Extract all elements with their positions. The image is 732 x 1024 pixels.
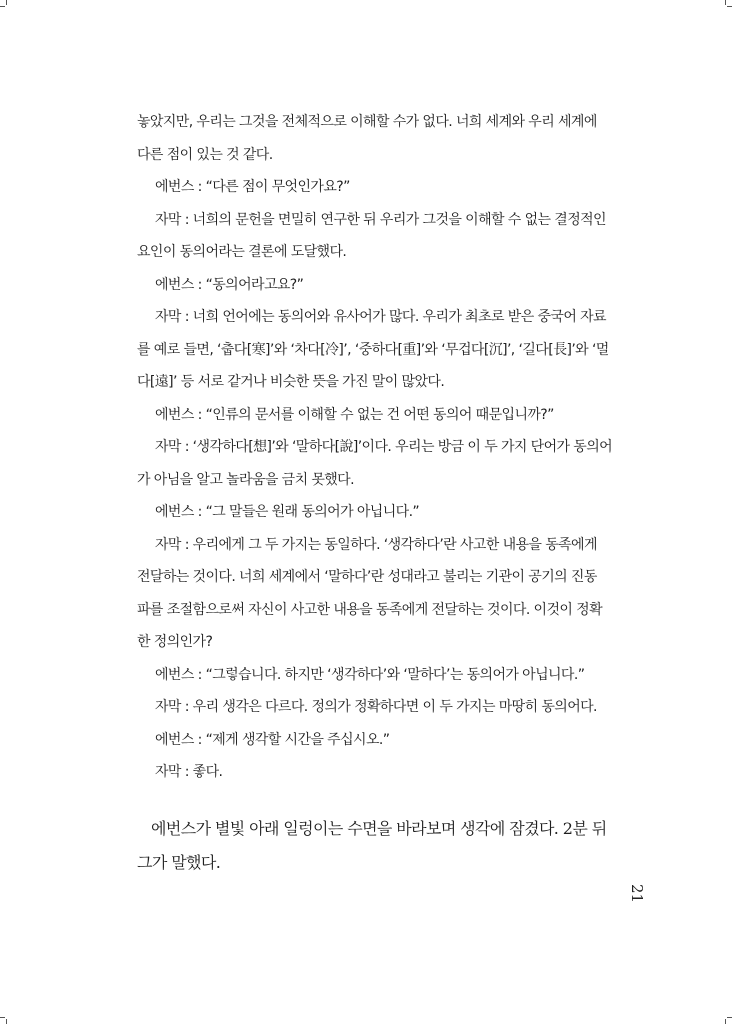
text-line: 전달하는 것이다. 너희 세계에서 ‘말하다’란 성대라고 불리는 기관이 공기의 진동 [137,569,597,585]
text-line: 에번스 : “다른 점이 무엇인가요?” [155,179,350,195]
text-line: 를 예로 들면, ‘춥다[寒]’와 ‘차다[冷]’, ‘중하다[重]’와 ‘무겁다[沉]’, ‘길다[長]’와 ‘멀 [137,341,609,358]
text-line: 에번스 : “제게 생각할 시간을 주십시오.” [155,731,390,748]
text-line: 자막 : 우리 생각은 다르다. 정의가 정확하다면 이 두 가지는 마땅히 동의어다. [155,699,597,715]
dialogue-text [137,106,617,789]
crop-mark-bottom-right-h [727,1017,732,1018]
text-line: 에번스 : “동의어라고요?” [155,276,304,293]
crop-mark-top-right-h [727,6,732,7]
crop-mark-bottom-left-v [6,1019,7,1024]
text-line: 파를 조절함으로써 자신이 사고한 내용을 동족에게 전달하는 것이다. 이것이 정확 [137,601,602,618]
page-number: 21 [628,884,646,904]
text-line: 놓았지만, 우리는 그것을 전체적으로 이해할 수가 없다. 너희 세계와 우리 세계에 [137,114,597,130]
text-line: 에번스 : “그렇습니다. 하지만 ‘생각하다’와 ‘말하다’는 동의어가 아닙니다.” [155,666,585,683]
crop-mark-top-right-v [725,0,726,5]
text-line: 자막 : 좋다. [155,764,223,780]
text-line: 에번스 : “인류의 문서를 이해할 수 없는 건 어떤 동의어 때문입니까?” [155,406,554,423]
text-line: 에번스 : “그 말들은 원래 동의어가 아닙니다.” [155,504,420,520]
text-line: 자막 : 너희 언어에는 동의어와 유사어가 많다. 우리가 최초로 받은 중국어 자료 [155,309,606,325]
narration-block [137,812,617,880]
text-line: 다[遠]’ 등 서로 같거나 비슷한 뜻을 가진 말이 많았다. [137,374,445,390]
crop-mark-top-left-h [0,6,5,7]
text-line: 자막 : ‘생각하다[想]’와 ‘말하다[說]’이다. 우리는 방금 이 두 가지 단어가 동의어 [155,439,613,455]
text-line: 가 아님을 알고 놀라움을 금치 못했다. [137,471,354,488]
text-line: 자막 : 우리에게 그 두 가지는 동일하다. ‘생각하다’란 사고한 내용을 동족에게 [155,536,597,553]
text-line: 요인이 동의어라는 결론에 도달했다. [137,244,347,260]
text-line: 다른 점이 있는 것 같다. [137,146,273,163]
narration-paragraph: 에번스가 별빛 아래 일렁이는 수면을 바라보며 생각에 잠겼다. 2분 뒤 그가 말했다. [137,819,607,872]
crop-mark-top-left-v [6,0,7,5]
text-line: 자막 : 너희의 문헌을 면밀히 연구한 뒤 우리가 그것을 이해할 수 없는 결정적인 [155,211,606,228]
text-line: 한 정의인가? [137,634,213,650]
crop-mark-bottom-left-h [0,1017,5,1018]
crop-mark-bottom-right-v [725,1019,726,1024]
